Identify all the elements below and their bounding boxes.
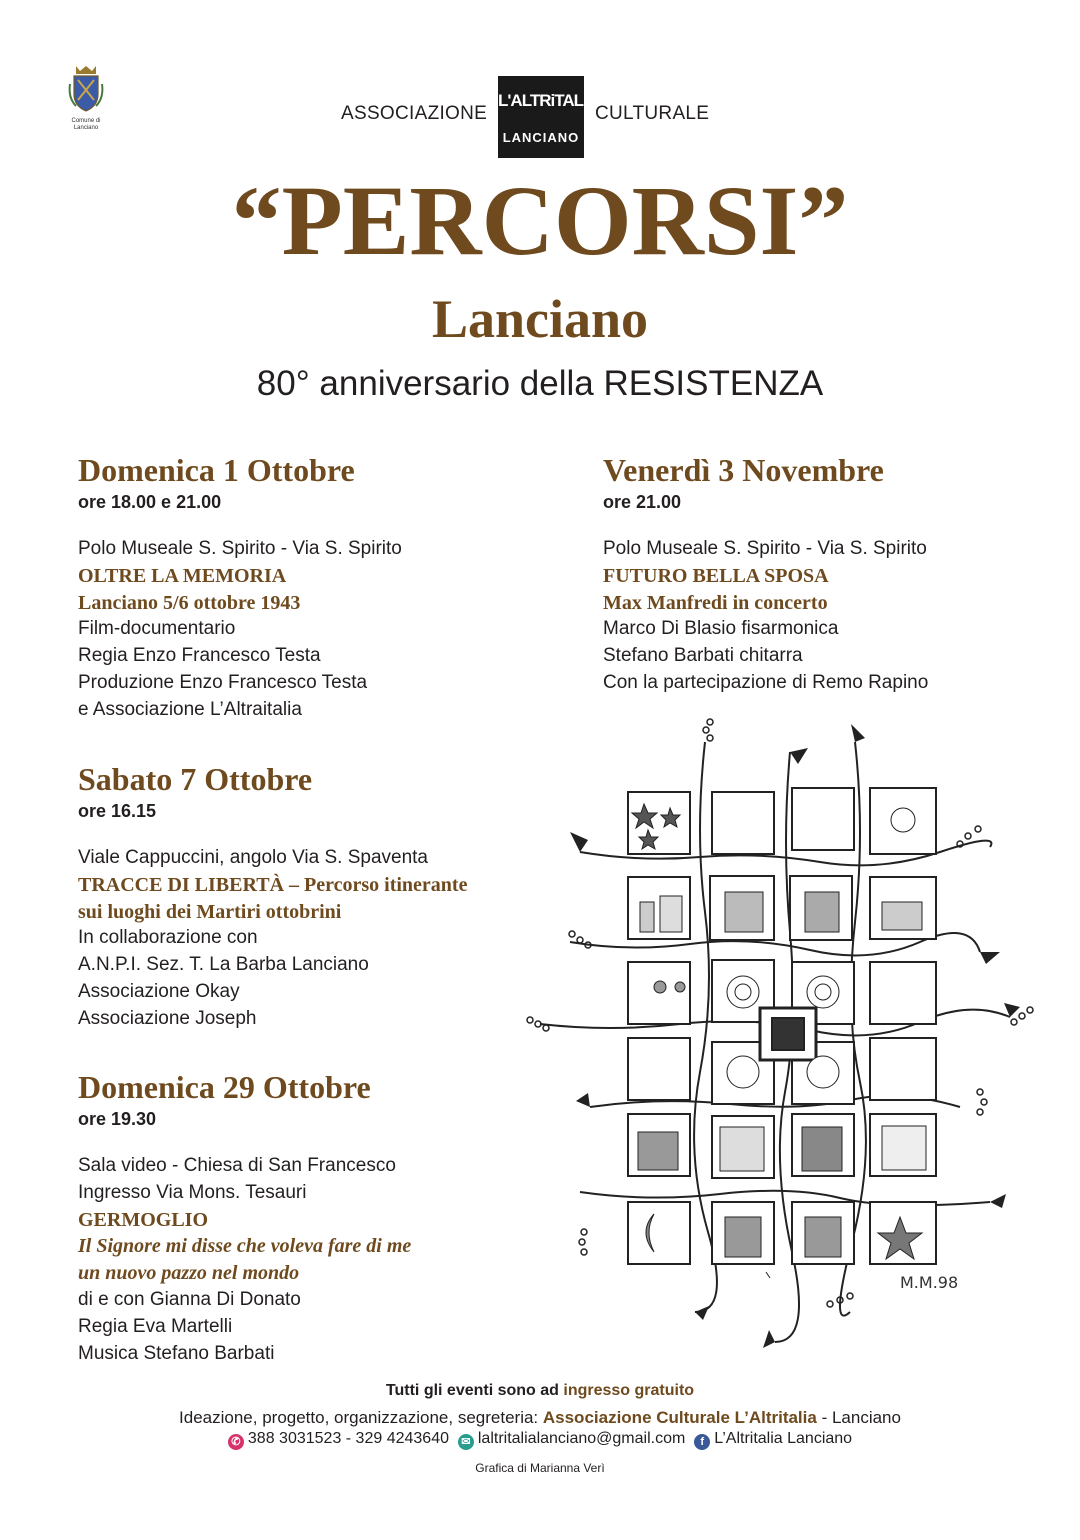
event-detail-line: Max Manfredi in concerto xyxy=(603,591,828,614)
free-entry-highlight: ingresso gratuito xyxy=(563,1382,695,1399)
event-detail-line: Associazione Okay xyxy=(78,980,240,1002)
email-address[interactable]: laltritalialanciano@gmail.com xyxy=(477,1430,686,1447)
event-detail-line: Film-documentario xyxy=(78,618,236,640)
event-detail-line: TRACCE DI LIBERTÀ – Percorso itinerante xyxy=(78,873,468,896)
artwork-illustration xyxy=(520,712,1040,1352)
coat-of-arms xyxy=(66,64,106,132)
event-detail-line: Produzione Enzo Francesco Testa xyxy=(78,671,368,693)
crest-icon xyxy=(66,64,106,114)
crest-caption-1: Comune di xyxy=(71,118,101,124)
event-detail-line: Regia Enzo Francesco Testa xyxy=(78,645,321,667)
altritalia-logo xyxy=(498,76,598,158)
event-detail-line: Viale Cappuccini, angolo Via S. Spaventa xyxy=(78,847,428,868)
event-time: ore 19.30 xyxy=(78,1109,157,1129)
event-detail-line: In collaborazione con xyxy=(78,927,258,949)
event-date: Venerdì 3 Novembre xyxy=(603,452,884,488)
event-time: ore 21.00 xyxy=(603,492,682,512)
event-detail-line: Sala video - Chiesa di San Francesco xyxy=(78,1155,396,1176)
credits-suffix: - Lanciano xyxy=(816,1408,901,1427)
anniversary-line: 80° anniversario della RESISTENZA xyxy=(256,364,824,403)
event-detail-line: di e con Gianna Di Donato xyxy=(78,1288,301,1310)
graphic-credit: Grafica di Marianna Verì xyxy=(475,1461,605,1475)
event-block xyxy=(603,452,1063,697)
facebook-icon: f xyxy=(694,1434,710,1450)
event-details xyxy=(78,845,538,1033)
facebook-page[interactable]: L’Altritalia Lanciano xyxy=(714,1430,853,1447)
artwork-signature: M.M.98 xyxy=(900,1273,959,1292)
assoc-label-right: CULTURALE xyxy=(595,103,710,124)
crest-caption-2: Lanciano xyxy=(73,125,99,131)
event-detail-line: Con la partecipazione di Remo Rapino xyxy=(603,671,929,693)
phone-icon: ✆ xyxy=(228,1434,244,1450)
event-detail-line: Il Signore mi disse che voleva fare di me xyxy=(78,1235,412,1258)
email-icon: ✉ xyxy=(458,1434,474,1450)
event-detail-line: Stefano Barbati chitarra xyxy=(603,645,803,667)
event-detail-line: A.N.P.I. Sez. T. La Barba Lanciano xyxy=(78,954,369,976)
event-detail-line: sui luoghi dei Martiri ottobrini xyxy=(78,900,342,923)
phone-numbers[interactable]: 388 3031523 - 329 4243640 xyxy=(247,1430,449,1447)
event-block xyxy=(78,761,538,1033)
event-date: Sabato 7 Ottobre xyxy=(78,761,313,797)
event-detail-line: Polo Museale S. Spirito - Via S. Spirito xyxy=(603,538,927,559)
event-block xyxy=(78,1069,538,1367)
logo-city: LANCIANO xyxy=(502,130,580,145)
poster-title: “PERCORSI” xyxy=(231,165,849,276)
event-time: ore 18.00 e 21.00 xyxy=(78,492,222,512)
event-details xyxy=(78,1153,538,1367)
event-detail-line: Ingresso Via Mons. Tesauri xyxy=(78,1181,307,1203)
event-detail-line: Regia Eva Martelli xyxy=(78,1315,233,1337)
event-detail-line: Lanciano 5/6 ottobre 1943 xyxy=(78,591,301,614)
free-entry-line xyxy=(0,1382,1080,1400)
event-details xyxy=(78,536,538,724)
event-detail-line: Musica Stefano Barbati xyxy=(78,1342,275,1364)
poster-subtitle: Lanciano xyxy=(431,289,649,349)
event-detail-line: Marco Di Blasio fisarmonica xyxy=(603,618,839,640)
event-detail-line: Associazione Joseph xyxy=(78,1007,257,1029)
event-date: Domenica 29 Ottobre xyxy=(78,1069,371,1105)
contacts-line xyxy=(0,1430,1080,1450)
event-detail-line: e Associazione L’Altraitalia xyxy=(78,698,302,720)
free-entry-prefix: Tutti gli eventi sono ad xyxy=(385,1382,564,1399)
event-detail-line: un nuovo pazzo nel mondo xyxy=(78,1262,300,1285)
credits-org: Associazione Culturale L’Altritalia xyxy=(542,1408,817,1427)
event-detail-line: OLTRE LA MEMORIA xyxy=(78,564,287,587)
assoc-label-left: ASSOCIAZIONE xyxy=(341,103,488,124)
logo-wordmark: L'ALTRiTALIA xyxy=(498,91,598,110)
event-block xyxy=(78,452,538,724)
event-detail-line: Polo Museale S. Spirito - Via S. Spirito xyxy=(78,538,402,559)
credits-line xyxy=(0,1408,1080,1428)
event-detail-line: GERMOGLIO xyxy=(78,1208,209,1231)
event-date: Domenica 1 Ottobre xyxy=(78,452,355,488)
event-details xyxy=(603,536,1063,697)
event-detail-line: FUTURO BELLA SPOSA xyxy=(603,564,829,587)
credits-prefix: Ideazione, progetto, organizzazione, segreteria: xyxy=(179,1408,543,1427)
event-time: ore 16.15 xyxy=(78,801,157,821)
